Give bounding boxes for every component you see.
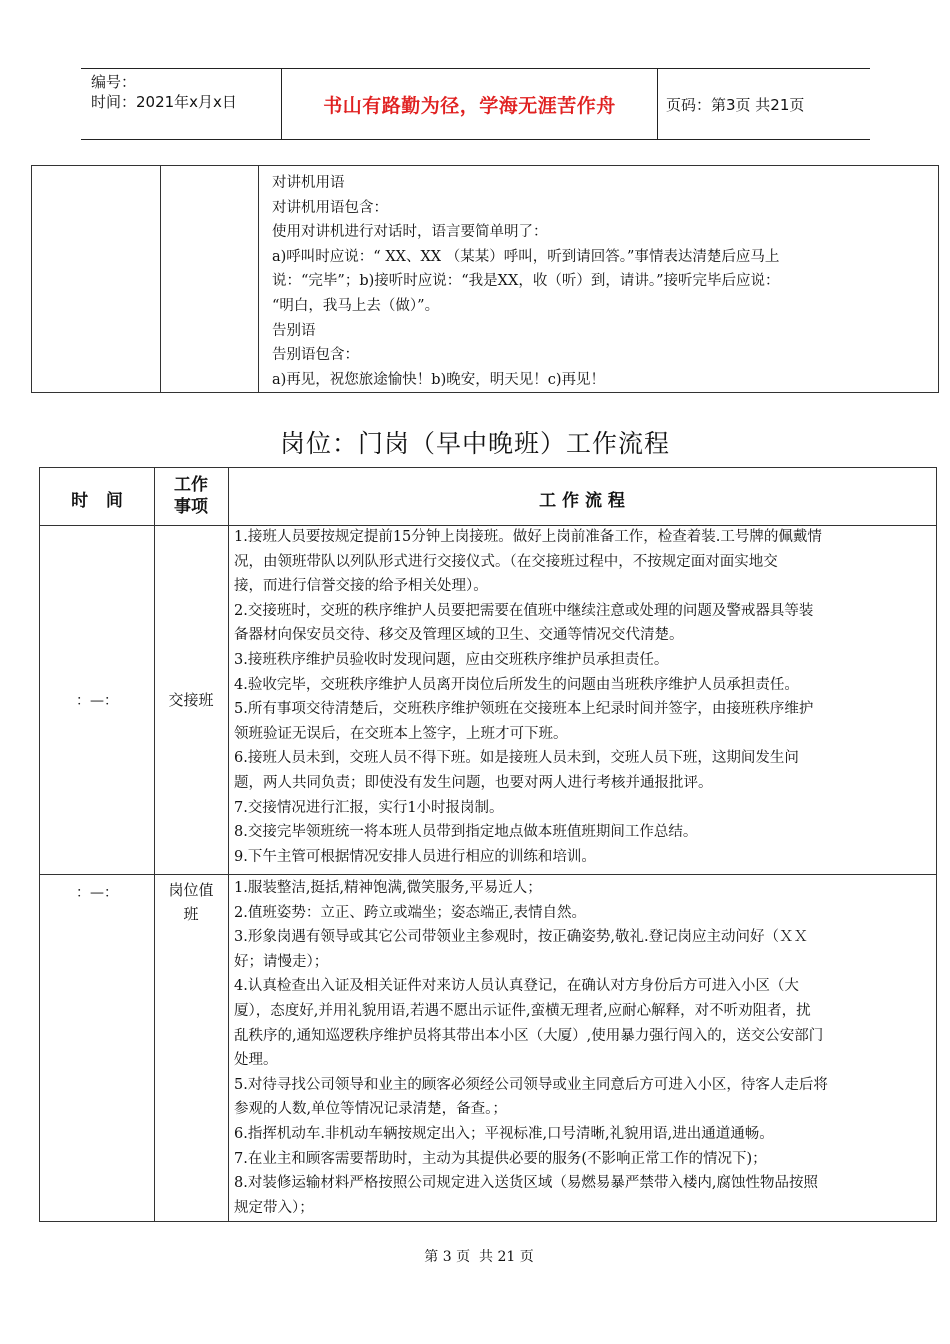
header-item-line1: 工作 [174, 475, 208, 495]
flow-line: 4.认真检查出入证及相关证件对来访人员认真登记，在确认对方身份后方可进入小区（大 [234, 978, 799, 995]
flow-line: 7.交接情况进行汇报，实行1小时报岗制。 [234, 799, 504, 816]
row-divider [40, 874, 936, 875]
page-header [81, 68, 870, 140]
text-line: 告别语 [272, 322, 316, 339]
flow-line: 领班验证无误后，在交班本上签字，上班才可下班。 [234, 725, 568, 742]
flow-line: 3.接班秩序维护员验收时发现问题，应由交班秩序维护员承担责任。 [234, 651, 669, 668]
flow-line: 3.形象岗遇有领导或其它公司带领业主参观时，按正确姿势,敬礼.登记岗应主动问好（ＸＸ [234, 929, 809, 946]
column-divider [228, 468, 229, 1221]
text-line: a)呼叫时应说：“ XX、XX （某某）呼叫，听到请回答。”事情表达清楚后应马上 [272, 248, 780, 265]
flow-line: 6.指挥机动车.非机动车辆按规定出入；平视标准,口号清晰,礼貌用语,进出通道通畅。 [234, 1125, 774, 1142]
text-line: 对讲机用语 [272, 175, 345, 191]
row-item-line2: 班 [183, 905, 199, 923]
flow-line: 5.所有事项交待清楚后，交班秩序维护领班在交接班本上纪录时间并签字，由接班秩序维护 [234, 701, 814, 718]
text-line: 说：“完毕”；b)接听时应说：“我是XX，收（听）到，请讲。”接听完毕后应说： [272, 273, 780, 290]
row-item-line1: 岗位值 [168, 881, 214, 899]
row-flow [234, 525, 918, 869]
flow-line: 题，两人共同负责；即使没有发生问题，也要对两人进行考核并通报批评。 [234, 774, 713, 791]
header-item [154, 474, 228, 518]
date-label: 时间：2021年x月x日 [91, 93, 237, 111]
flow-line: 8.交接完毕领班统一将本班人员带到指定地点做本班值班期间工作总结。 [234, 824, 698, 841]
flow-line: 接，而进行信誉交接的给予相关处理）。 [234, 578, 488, 595]
flow-line: 处理。 [234, 1052, 278, 1069]
flow-line: 厦），态度好,并用礼貌用语,若遇不愿出示证件,蛮横无理者,应耐心解释，对不听劝阻者，扰 [234, 1002, 811, 1019]
flow-line: 9.下午主管可根据情况安排人员进行相应的训练和培训。 [234, 848, 596, 865]
text-line: 使用对讲机进行对话时，语言要简单明了： [272, 224, 548, 241]
header-time: 时 间 [71, 491, 123, 511]
page-info: 页码：第3页 共21页 [666, 95, 805, 114]
text-line: “明白，我马上去（做）”。 [272, 297, 440, 314]
text-line: a)再见，祝您旅途愉快！b)晚安，明天见！c)再见！ [272, 371, 606, 388]
header-flow: 工 作 流 程 [539, 491, 625, 511]
page-footer [0, 1246, 950, 1266]
row-item: 交接班 [168, 691, 214, 709]
flow-line: 乱秩序的,通知巡逻秩序维护员将其带出本小区（大厦）,使用暴力强行闯入的，送交公安部门 [234, 1027, 824, 1044]
flow-line: 备器材向保安员交待、移交及管理区域的卫生、交通等情况交代清楚。 [234, 627, 684, 644]
continuation-table [31, 165, 939, 393]
column-divider [258, 166, 259, 392]
column-divider [160, 166, 161, 392]
flow-line: 1.接班人员要按规定提前15分钟上岗接班。做好上岗前准备工作，检查着装.工号牌的佩戴情 [234, 529, 822, 545]
flow-line: 7.在业主和顾客需要帮助时，主动为其提供必要的服务(不影响正常工作的情况下)； [234, 1150, 767, 1167]
row-time: ：—： [76, 885, 118, 901]
motto: 书山有路勤为径，学海无涯苦作舟 [323, 94, 616, 117]
number-label: 编号： [91, 73, 137, 91]
workflow-table [39, 467, 937, 1222]
flow-line: 8.对装修运输材料严格按照公司规定进入送货区域（易燃易暴严禁带入楼内,腐蚀性物品按照 [234, 1175, 818, 1192]
flow-line: 6.接班人员未到，交班人员不得下班。如是接班人员未到，交班人员下班，这期间发生问 [234, 750, 799, 767]
row-time: ：—： [76, 693, 118, 709]
continuation-content [272, 171, 918, 392]
flow-line: 2.交接班时，交班的秩序维护人员要把需要在值班中继续注意或处理的问题及警戒器具等装 [234, 602, 814, 619]
column-divider [154, 468, 155, 1221]
header-meta [81, 69, 281, 139]
text-line: 对讲机用语包含： [272, 199, 388, 216]
row-flow [234, 876, 918, 1220]
flow-line: 1.服装整洁,挺括,精神饱满,微笑服务,平易近人； [234, 880, 542, 896]
flow-line: 参观的人数,单位等情况记录清楚，备查。； [234, 1101, 507, 1118]
header-item-line2: 事项 [174, 497, 208, 517]
row-item [154, 878, 228, 926]
flow-line: 规定带入）； [234, 1199, 314, 1216]
flow-line: 好；请慢走）； [234, 953, 329, 970]
flow-line: 况，由领班带队以列队形式进行交接仪式。（在交接班过程中，不按规定面对面实地交 [234, 553, 778, 570]
section-title: 岗位：门岗（早中晚班）工作流程 [279, 429, 670, 458]
flow-line: 4.验收完毕，交班秩序维护人员离开岗位后所发生的问题由当班秩序维护人员承担责任。 [234, 676, 799, 693]
flow-line: 2.值班姿势：立正、跨立或端坐；姿态端正,表情自然。 [234, 904, 586, 921]
flow-line: 5.对待寻找公司领导和业主的顾客必须经公司领导或业主同意后方可进入小区，待客人走后将 [234, 1076, 828, 1093]
text-line: 告别语包含： [272, 347, 359, 364]
header-motto-cell [281, 69, 658, 139]
footer-page-number: 第 3 页 共 21 页 [424, 1249, 534, 1265]
